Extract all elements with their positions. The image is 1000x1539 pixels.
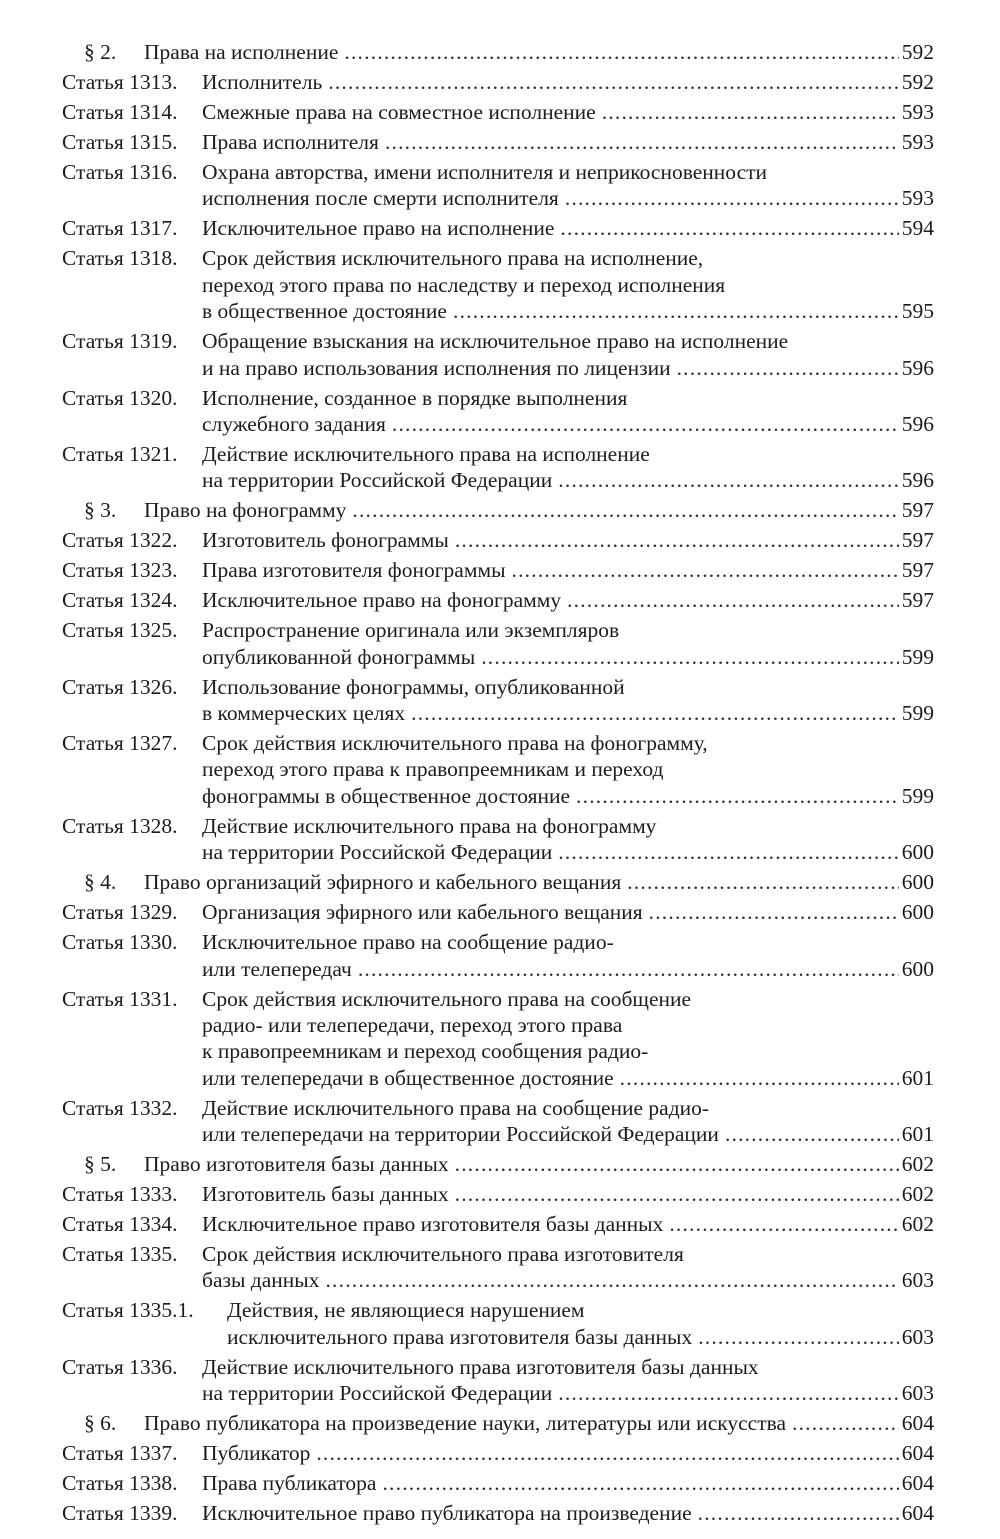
article-number: Статья 1323. <box>62 558 178 583</box>
title-text: Изготовитель фонограммы <box>202 528 449 553</box>
toc-article-entry <box>62 159 934 212</box>
article-number: Статья 1320. <box>62 385 178 410</box>
toc-article-entry <box>62 617 934 670</box>
entry-title <box>202 69 934 95</box>
page-number: 597 <box>901 528 934 553</box>
article-number: Статья 1316. <box>62 160 178 184</box>
entry-title <box>202 159 934 212</box>
title-text: исполнения после смерти исполнителя <box>202 186 559 211</box>
entry-title <box>202 1500 934 1526</box>
title-line <box>202 1211 934 1237</box>
title-text: на территории Российской Федерации <box>202 468 553 493</box>
page-number: 601 <box>901 1122 934 1147</box>
dot-leader <box>328 69 898 95</box>
title-text: на территории Российской Федерации <box>202 1381 553 1406</box>
dot-leader <box>602 99 899 125</box>
title-text: Исключительное право на фонограмму <box>202 588 562 613</box>
title-text: Право изготовителя базы данных <box>144 1152 449 1177</box>
entry-title <box>202 527 934 553</box>
page-number: 601 <box>901 1065 934 1090</box>
page-number: 602 <box>901 1182 934 1207</box>
entry-title <box>202 813 934 866</box>
entry-title <box>202 1211 934 1237</box>
toc-article-entry <box>62 1500 934 1526</box>
title-text: Действие исключительного права изготовителя базы данных <box>202 1354 759 1379</box>
title-line <box>202 1470 934 1496</box>
toc-article-entry <box>62 1354 934 1407</box>
dot-leader <box>560 215 898 241</box>
toc-section-entry <box>62 1410 934 1436</box>
title-text: Права на исполнение <box>144 40 339 64</box>
article-number: Статья 1334. <box>62 1212 178 1237</box>
title-text: Срок действия исключительного права изготовителя <box>202 1242 684 1267</box>
title-line <box>202 441 934 467</box>
title-line <box>202 730 934 756</box>
table-of-contents <box>62 39 934 1530</box>
title-line <box>202 355 934 381</box>
title-line <box>202 986 934 1012</box>
page-number: 603 <box>901 1381 934 1406</box>
title-line <box>144 869 934 895</box>
toc-article-entry <box>62 730 934 809</box>
title-line <box>202 467 934 493</box>
page-number: 592 <box>901 40 934 64</box>
title-line <box>202 644 934 670</box>
toc-article-entry <box>62 674 934 727</box>
page-number: 600 <box>901 870 934 895</box>
title-text: Срок действия исключительного права на фонограмму, <box>202 731 708 756</box>
entry-title <box>202 730 934 809</box>
toc-article-entry <box>62 129 934 155</box>
title-line <box>202 1354 934 1380</box>
article-number: Статья 1319. <box>62 329 178 354</box>
title-text: Действие исключительного права на сообщение радио- <box>202 1095 710 1120</box>
title-text: Действие исключительного права на исполнение <box>202 441 650 466</box>
title-line <box>202 1440 934 1466</box>
toc-article-entry <box>62 813 934 866</box>
entry-title <box>202 929 934 982</box>
page-number: 594 <box>901 216 934 241</box>
title-line <box>202 1181 934 1207</box>
title-line <box>202 813 934 839</box>
article-number: Статья 1331. <box>62 986 178 1011</box>
title-line <box>202 783 934 809</box>
title-line <box>202 1012 934 1038</box>
title-line <box>144 497 934 523</box>
title-line <box>202 839 934 865</box>
toc-article-entry <box>62 557 934 583</box>
title-line <box>202 674 934 700</box>
title-text: Исключительное право на исполнение <box>202 216 555 241</box>
title-text: базы данных <box>202 1268 320 1293</box>
page-number: 596 <box>901 468 934 493</box>
dot-leader <box>576 783 899 809</box>
entry-title <box>202 99 934 125</box>
title-text: в коммерческих целях <box>202 701 406 726</box>
title-text: Права публикатора <box>202 1471 377 1496</box>
toc-article-entry <box>62 587 934 613</box>
entry-title <box>227 1297 934 1350</box>
page-number: 602 <box>901 1152 934 1177</box>
entry-title <box>144 39 934 65</box>
section-number: § 3. <box>84 498 117 523</box>
title-text: переход этого права к правопреемникам и переход <box>202 757 664 782</box>
dot-leader <box>325 1267 898 1293</box>
dot-leader <box>481 644 899 670</box>
title-line <box>202 587 934 613</box>
dot-leader <box>792 1410 899 1436</box>
article-number: Статья 1314. <box>62 100 178 124</box>
toc-article-entry <box>62 1241 934 1294</box>
title-line <box>202 385 934 411</box>
title-line <box>227 1324 934 1350</box>
entry-title <box>202 215 934 241</box>
page-number: 597 <box>901 558 934 583</box>
title-line <box>202 1065 934 1091</box>
entry-title <box>202 385 934 438</box>
article-number: Статья 1315. <box>62 130 178 154</box>
section-number: § 2. <box>84 40 117 64</box>
dot-leader <box>316 1440 898 1466</box>
dot-leader <box>385 129 899 155</box>
title-text: Исключительное право публикатора на произведение <box>202 1501 692 1526</box>
entry-title <box>202 441 934 494</box>
page-number: 604 <box>901 1471 934 1496</box>
title-line <box>202 1500 934 1526</box>
title-text: Исполнение, созданное в порядке выполнения <box>202 385 628 410</box>
title-text: Действие исключительного права на фонограмму <box>202 813 657 838</box>
page-number: 593 <box>901 100 934 124</box>
title-line <box>202 756 934 782</box>
article-number: Статья 1337. <box>62 1441 178 1466</box>
title-text: Охрана авторства, имени исполнителя и неприкосновенности <box>202 160 768 184</box>
dot-leader <box>453 298 899 324</box>
title-text: Использование фонограммы, опубликованной <box>202 674 625 699</box>
toc-article-entry <box>62 986 934 1092</box>
entry-title <box>144 869 934 895</box>
toc-section-entry <box>62 1151 934 1177</box>
toc-article-entry <box>62 328 934 381</box>
page-number: 604 <box>901 1441 934 1466</box>
toc-section-entry <box>62 497 934 523</box>
title-text: Права изготовителя фонограммы <box>202 558 506 583</box>
toc-article-entry <box>62 245 934 324</box>
title-text: Действия, не являющиеся нарушением <box>227 1298 585 1323</box>
title-text: исключительного права изготовителя базы данных <box>227 1324 693 1349</box>
entry-title <box>144 1410 934 1436</box>
title-line <box>202 557 934 583</box>
title-text: Исполнитель <box>202 70 323 94</box>
title-text: Право организаций эфирного и кабельного вещания <box>144 870 622 895</box>
title-line <box>202 298 934 324</box>
page-number: 600 <box>901 900 934 925</box>
toc-article-entry <box>62 99 934 125</box>
toc-article-entry <box>62 1181 934 1207</box>
title-text: фонограммы в общественное достояние <box>202 783 571 808</box>
entry-title <box>202 1354 934 1407</box>
entry-title <box>202 587 934 613</box>
dot-leader <box>392 411 899 437</box>
page-number: 604 <box>901 1501 934 1526</box>
entry-title <box>202 1440 934 1466</box>
section-number: § 6. <box>84 1411 117 1436</box>
title-text: служебного задания <box>202 411 386 436</box>
section-number: § 4. <box>84 870 117 895</box>
title-line <box>202 929 934 955</box>
article-number: Статья 1313. <box>62 70 178 94</box>
page-number: 599 <box>901 783 934 808</box>
title-text: радио- или телепередачи, переход этого права <box>202 1012 623 1037</box>
title-line <box>202 272 934 298</box>
entry-title <box>202 986 934 1092</box>
dot-leader <box>352 497 898 523</box>
page-number: 600 <box>901 956 934 981</box>
entry-title <box>202 328 934 381</box>
title-line <box>202 899 934 925</box>
title-line <box>202 700 934 726</box>
dot-leader <box>677 355 899 381</box>
page-number: 597 <box>901 498 934 523</box>
dot-leader <box>558 467 899 493</box>
article-number: Статья 1339. <box>62 1501 178 1526</box>
title-line <box>202 159 934 185</box>
article-number: Статья 1327. <box>62 731 178 756</box>
article-number: Статья 1336. <box>62 1354 178 1379</box>
page-number: 600 <box>901 840 934 865</box>
page-number: 602 <box>901 1212 934 1237</box>
title-text: или телепередачи в общественное достояние <box>202 1065 614 1090</box>
title-text: Изготовитель базы данных <box>202 1182 449 1207</box>
toc-section-entry <box>62 869 934 895</box>
page-number: 596 <box>901 411 934 436</box>
article-number: Статья 1324. <box>62 588 178 613</box>
title-line <box>202 1121 934 1147</box>
dot-leader <box>669 1211 898 1237</box>
toc-article-entry <box>62 69 934 95</box>
entry-title <box>202 1095 934 1148</box>
dot-leader <box>649 899 899 925</box>
toc-article-entry <box>62 1470 934 1496</box>
dot-leader <box>344 39 898 65</box>
title-text: переход этого права по наследству и переход исполнения <box>202 272 726 297</box>
article-number: Статья 1322. <box>62 528 178 553</box>
title-text: и на право использования исполнения по лицензии <box>202 355 671 380</box>
toc-article-entry <box>62 1440 934 1466</box>
article-number: Статья 1333. <box>62 1182 178 1207</box>
title-line <box>202 1038 934 1064</box>
toc-article-entry <box>62 441 934 494</box>
page-number: 604 <box>901 1411 934 1436</box>
toc-article-entry <box>62 899 934 925</box>
title-text: Организация эфирного или кабельного вещания <box>202 900 643 925</box>
entry-title <box>202 1241 934 1294</box>
article-number: Статья 1335. <box>62 1242 178 1267</box>
article-number: Статья 1330. <box>62 930 178 955</box>
entry-title <box>144 1151 934 1177</box>
page-number: 603 <box>901 1324 934 1349</box>
dot-leader <box>358 956 899 982</box>
title-line <box>202 69 934 95</box>
toc-article-entry <box>62 385 934 438</box>
title-line <box>202 99 934 125</box>
title-line <box>144 1410 934 1436</box>
title-line <box>202 245 934 271</box>
dot-leader <box>411 700 899 726</box>
entry-title <box>144 497 934 523</box>
dot-leader <box>627 869 899 895</box>
title-text: Исключительное право на сообщение радио- <box>202 930 614 955</box>
page-number: 596 <box>901 355 934 380</box>
title-text: Срок действия исключительного права на исполнение, <box>202 246 704 271</box>
title-text: к правопреемникам и переход сообщения радио- <box>202 1039 649 1064</box>
title-text: опубликованной фонограммы <box>202 644 476 669</box>
title-line <box>202 1267 934 1293</box>
title-line <box>202 129 934 155</box>
dot-leader <box>455 1151 899 1177</box>
page-number: 593 <box>901 186 934 211</box>
dot-leader <box>565 185 899 211</box>
title-line <box>202 328 934 354</box>
title-text: Публикатор <box>202 1441 311 1466</box>
article-number: Статья 1318. <box>62 246 178 271</box>
title-text: Распространение оригинала или экземпляров <box>202 618 620 643</box>
toc-article-entry <box>62 215 934 241</box>
title-text: в общественное достояние <box>202 299 447 324</box>
article-number: Статья 1326. <box>62 674 178 699</box>
dot-leader <box>512 557 899 583</box>
entry-title <box>202 557 934 583</box>
title-text: на территории Российской Федерации <box>202 840 553 865</box>
entry-title <box>202 129 934 155</box>
title-line <box>227 1297 934 1323</box>
title-line <box>202 956 934 982</box>
entry-title <box>202 245 934 324</box>
article-number: Статья 1325. <box>62 618 178 643</box>
entry-title <box>202 1470 934 1496</box>
title-line <box>202 617 934 643</box>
title-line <box>202 1095 934 1121</box>
page-number: 603 <box>901 1268 934 1293</box>
page-number: 599 <box>901 644 934 669</box>
title-text: или телепередач <box>202 956 352 981</box>
entry-title <box>202 617 934 670</box>
entry-title <box>202 674 934 727</box>
toc-article-entry <box>62 1095 934 1148</box>
dot-leader <box>382 1470 898 1496</box>
title-line <box>144 1151 934 1177</box>
page-number: 597 <box>901 588 934 613</box>
title-line <box>202 411 934 437</box>
title-text: Смежные права на совместное исполнение <box>202 100 596 124</box>
title-line <box>202 1380 934 1406</box>
article-number: Статья 1338. <box>62 1471 178 1496</box>
entry-title <box>202 1181 934 1207</box>
title-line <box>202 1241 934 1267</box>
article-number: Статья 1328. <box>62 813 178 838</box>
page-number: 595 <box>901 299 934 324</box>
title-line <box>202 215 934 241</box>
dot-leader <box>698 1324 899 1350</box>
article-number: Статья 1335.1. <box>62 1298 194 1323</box>
page-number: 599 <box>901 701 934 726</box>
title-text: Срок действия исключительного права на сообщение <box>202 986 692 1011</box>
title-text: или телепередачи на территории Российской Федерации <box>202 1122 719 1147</box>
toc-article-entry <box>62 1297 934 1350</box>
article-number: Статья 1321. <box>62 441 178 466</box>
page-number: 592 <box>901 70 934 94</box>
dot-leader <box>567 587 899 613</box>
toc-article-entry <box>62 1211 934 1237</box>
dot-leader <box>455 1181 899 1207</box>
section-number: § 5. <box>84 1152 117 1177</box>
toc-article-entry <box>62 929 934 982</box>
entry-title <box>202 899 934 925</box>
title-text: Право публикатора на произведение науки, литературы или искусства <box>144 1411 787 1436</box>
title-line <box>202 185 934 211</box>
dot-leader <box>558 839 899 865</box>
page-number: 593 <box>901 130 934 154</box>
dot-leader <box>725 1121 899 1147</box>
toc-article-entry <box>62 527 934 553</box>
title-text: Исключительное право изготовителя базы данных <box>202 1212 664 1237</box>
dot-leader <box>558 1380 899 1406</box>
dot-leader <box>455 527 899 553</box>
title-line <box>202 527 934 553</box>
article-number: Статья 1332. <box>62 1095 178 1120</box>
title-line <box>144 39 934 65</box>
title-text: Обращение взыскания на исключительное право на исполнение <box>202 329 789 354</box>
toc-section-entry <box>62 39 934 65</box>
title-text: Право на фонограмму <box>144 498 347 523</box>
article-number: Статья 1317. <box>62 216 178 241</box>
article-number: Статья 1329. <box>62 900 178 925</box>
dot-leader <box>698 1500 899 1526</box>
dot-leader <box>620 1065 899 1091</box>
title-text: Права исполнителя <box>202 130 379 154</box>
